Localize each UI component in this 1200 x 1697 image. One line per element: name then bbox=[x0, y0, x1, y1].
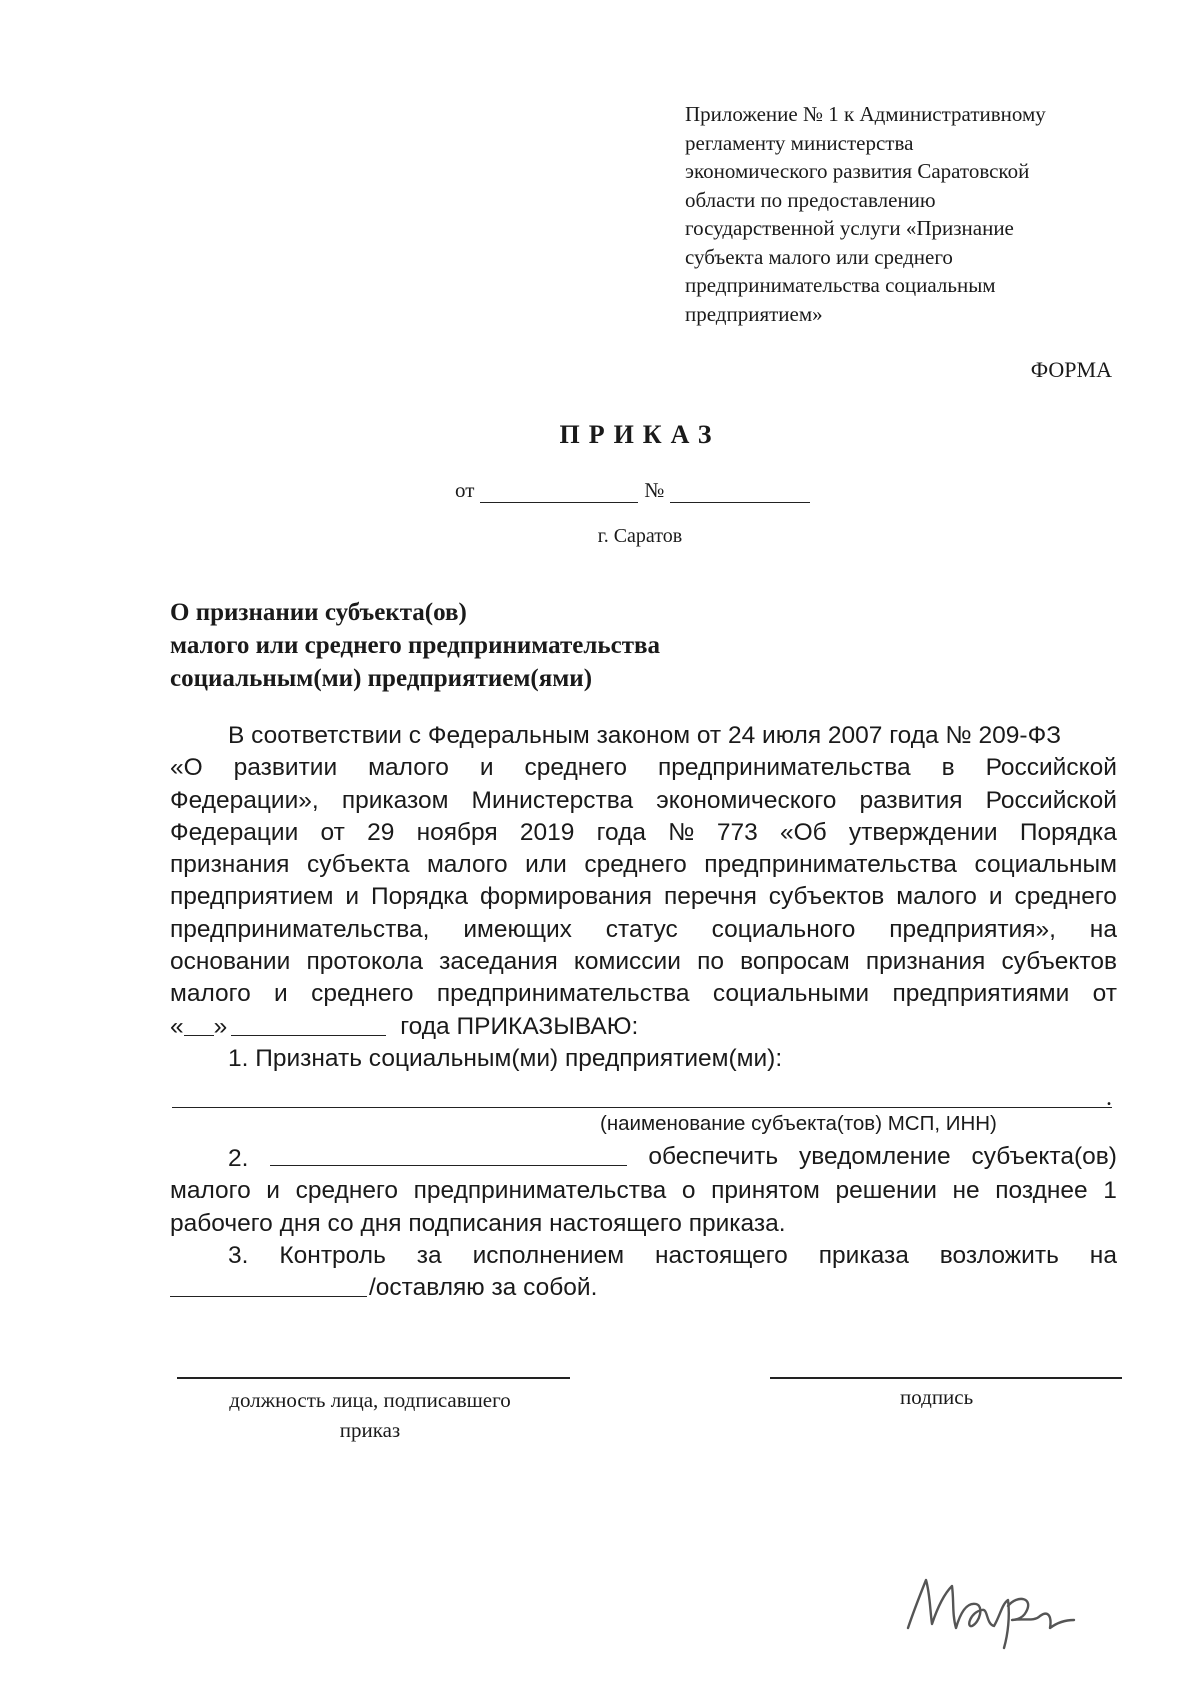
text-run: Министерства bbox=[471, 786, 634, 814]
responsible-blank bbox=[270, 1141, 627, 1166]
text-run: социальным bbox=[974, 851, 1117, 879]
text-run: малого bbox=[170, 980, 251, 1008]
signature-caption: подпись bbox=[900, 1385, 974, 1409]
item-3-line-1 bbox=[170, 1240, 1117, 1272]
text-run: приказом bbox=[341, 786, 449, 814]
handwritten-initials bbox=[900, 1550, 1090, 1650]
text-run: В соответствии с Федеральным законом от 24 июля 2007 года № 209-ФЗ bbox=[228, 722, 1061, 749]
appendix-line: государственной услуги «Признание bbox=[685, 216, 1014, 240]
text-run: по bbox=[697, 948, 724, 976]
preamble-line bbox=[170, 817, 1117, 849]
text-run: среднего bbox=[524, 754, 627, 782]
text-run: приказа bbox=[818, 1241, 909, 1269]
appendix-line: предприятием» bbox=[685, 301, 823, 326]
preamble-line bbox=[170, 849, 1117, 881]
text-run: статус bbox=[605, 915, 678, 943]
text-run: предпринимательства bbox=[436, 980, 690, 1008]
item-2-line-2 bbox=[170, 1175, 1117, 1207]
preamble-line bbox=[170, 881, 1117, 913]
text-run: о bbox=[681, 1177, 696, 1205]
text-run: Федерации bbox=[170, 818, 299, 846]
text-run: на bbox=[1089, 1241, 1117, 1269]
appendix-line: субъекта малого или среднего bbox=[685, 244, 953, 269]
text-run: среднего bbox=[311, 980, 414, 1008]
text-run: обеспечить bbox=[648, 1143, 779, 1170]
text-run: имеющих bbox=[463, 915, 572, 943]
appendix-line: Приложение № 1 к Административному bbox=[685, 102, 1046, 126]
text-run: «Об bbox=[779, 818, 827, 846]
text-run: Федерации», bbox=[170, 786, 319, 814]
text-run: 773 bbox=[716, 818, 758, 846]
text-run: перечня bbox=[663, 883, 757, 911]
text-run: малого bbox=[170, 1177, 251, 1205]
text-run: настоящего bbox=[655, 1241, 788, 1269]
month-blank bbox=[231, 1011, 386, 1036]
text-run: субъекта bbox=[306, 851, 410, 879]
position-caption-line: должность лица, подписавшего bbox=[229, 1388, 511, 1412]
signature-line bbox=[770, 1377, 1122, 1379]
text-run: и bbox=[266, 1177, 280, 1205]
text-run: и bbox=[479, 754, 494, 782]
quote-close: » bbox=[213, 1012, 228, 1040]
item-1 bbox=[170, 1043, 1117, 1075]
text-run: позднее bbox=[995, 1177, 1088, 1205]
text-run: решении bbox=[835, 1177, 937, 1205]
preamble-line bbox=[170, 946, 1117, 978]
appendix-line: предпринимательства социальным bbox=[685, 273, 996, 297]
text-run: предпринимательства bbox=[413, 1177, 667, 1205]
date-number-line bbox=[455, 478, 816, 503]
text-run: Контроль bbox=[279, 1241, 386, 1269]
items-2-3 bbox=[170, 1141, 1117, 1304]
subject-line: социальным(ми) предприятием(ями) bbox=[170, 665, 593, 692]
text-run: предприятием bbox=[170, 883, 334, 911]
text-run: утверждении bbox=[848, 818, 998, 846]
text-run: в bbox=[941, 754, 955, 782]
enterprise-name-line bbox=[172, 1107, 1112, 1108]
item-3-line-2 bbox=[170, 1272, 1117, 1304]
text-run: комиссии bbox=[573, 948, 681, 976]
text-run: ноября bbox=[416, 818, 498, 846]
preamble-line bbox=[170, 914, 1117, 946]
text-run: года bbox=[596, 818, 647, 846]
text-run: протокола bbox=[306, 948, 424, 976]
item-2-line-3 bbox=[170, 1208, 1117, 1240]
order-word: года ПРИКАЗЫВАЮ: bbox=[400, 1012, 639, 1040]
preamble-line bbox=[170, 785, 1117, 817]
text-run: 1 bbox=[1103, 1177, 1117, 1205]
form-label: ФОРМА bbox=[1030, 357, 1112, 382]
subject-line: О признании субъекта(ов) bbox=[170, 599, 467, 626]
appendix-line: экономического развития Саратовской bbox=[685, 159, 1030, 183]
position-caption-line: приказ bbox=[339, 1418, 401, 1442]
text-run: заседания bbox=[439, 948, 558, 976]
text-run: 29 bbox=[367, 818, 395, 846]
subject-heading bbox=[170, 596, 870, 695]
text-run: развитии bbox=[233, 754, 338, 782]
text-run: не bbox=[952, 1177, 980, 1205]
item-2-number: 2. bbox=[228, 1145, 249, 1172]
text-run: и bbox=[274, 980, 288, 1008]
text-run: исполнением bbox=[472, 1241, 625, 1269]
text-run: Порядка bbox=[1019, 818, 1117, 846]
text-run: предпринимательства bbox=[704, 851, 957, 879]
text-run: рабочего дня со дня подписания настоящего приказа. bbox=[170, 1209, 786, 1237]
text-run: среднего bbox=[584, 851, 687, 879]
text-run: предпринимательства, bbox=[170, 915, 430, 943]
item-1-dot: . bbox=[1106, 1085, 1112, 1111]
text-run: признания bbox=[170, 851, 290, 879]
item-2-line-1 bbox=[170, 1141, 1117, 1175]
text-run: предприятиями bbox=[892, 980, 1070, 1008]
text-run: и bbox=[988, 883, 1003, 911]
number-label: № bbox=[644, 478, 665, 502]
text-run: признания bbox=[865, 948, 986, 976]
text-run: за bbox=[416, 1241, 442, 1269]
quote-open: « bbox=[170, 1012, 184, 1040]
text-run: малого bbox=[896, 883, 977, 911]
text-run: предпринимательства bbox=[657, 754, 911, 782]
text-run: социального bbox=[711, 915, 856, 943]
text-run: формирования bbox=[479, 883, 653, 911]
text-run: субъектов bbox=[1001, 948, 1117, 976]
preamble-line bbox=[170, 978, 1117, 1010]
subject-line: малого или среднего предпринимательства bbox=[170, 632, 661, 659]
document-title: ПРИКАЗ bbox=[559, 420, 721, 449]
text-run: субъекта(ов) bbox=[971, 1143, 1117, 1170]
enterprise-name-caption: (наименование субъекта(тов) МСП, ИНН) bbox=[600, 1112, 997, 1135]
text-run: принятом bbox=[711, 1177, 820, 1205]
position-signature-line bbox=[177, 1377, 570, 1379]
position-caption bbox=[200, 1385, 540, 1445]
appendix-line: регламенту министерства bbox=[685, 130, 914, 155]
appendix-line: области по предоставлению bbox=[685, 187, 936, 212]
text-run: экономического bbox=[656, 786, 837, 814]
preamble-last-line bbox=[170, 1011, 1117, 1043]
text-run: социальными bbox=[712, 980, 870, 1008]
text-run: 2019 bbox=[519, 818, 575, 846]
date-blank bbox=[480, 501, 638, 503]
text-run: /оставляю за собой. bbox=[369, 1274, 598, 1302]
appendix-note bbox=[685, 100, 1125, 328]
date-from-label: от bbox=[455, 478, 475, 502]
text-run: «О bbox=[170, 754, 203, 782]
item-2-head bbox=[170, 1141, 627, 1175]
text-run: вопросам bbox=[740, 948, 850, 976]
text-run: уведомление bbox=[799, 1143, 951, 1170]
text-run: и bbox=[345, 883, 360, 911]
text-run: от bbox=[1092, 980, 1117, 1008]
control-blank bbox=[170, 1272, 367, 1297]
text-run: предприятия», bbox=[889, 915, 1056, 943]
text-run: среднего bbox=[295, 1177, 399, 1205]
text-run: возложить bbox=[939, 1241, 1059, 1269]
text-run: Порядка bbox=[371, 883, 469, 911]
text-run: развития bbox=[859, 786, 963, 814]
preamble-line-0 bbox=[170, 720, 1117, 752]
city-line: г. Саратов bbox=[597, 525, 683, 547]
preamble-line bbox=[170, 752, 1117, 784]
text-run: малого bbox=[426, 851, 508, 879]
text-run: на bbox=[1089, 915, 1117, 943]
text-run: основании bbox=[170, 948, 291, 976]
text-run: среднего bbox=[1014, 883, 1117, 911]
text-run: от bbox=[320, 818, 345, 846]
text-run: малого bbox=[368, 754, 449, 782]
number-blank bbox=[670, 501, 810, 503]
text-run: 3. bbox=[228, 1241, 249, 1269]
item-1-text: 1. Признать социальным(ми) предприятием(ми): bbox=[228, 1044, 783, 1072]
text-run: № bbox=[668, 818, 695, 846]
text-run: Российской bbox=[985, 786, 1117, 814]
day-blank bbox=[184, 1011, 214, 1036]
text-run: или bbox=[525, 851, 567, 879]
text-run: Российской bbox=[985, 754, 1117, 782]
preamble bbox=[170, 720, 1117, 1075]
text-run: субъектов bbox=[768, 883, 885, 911]
